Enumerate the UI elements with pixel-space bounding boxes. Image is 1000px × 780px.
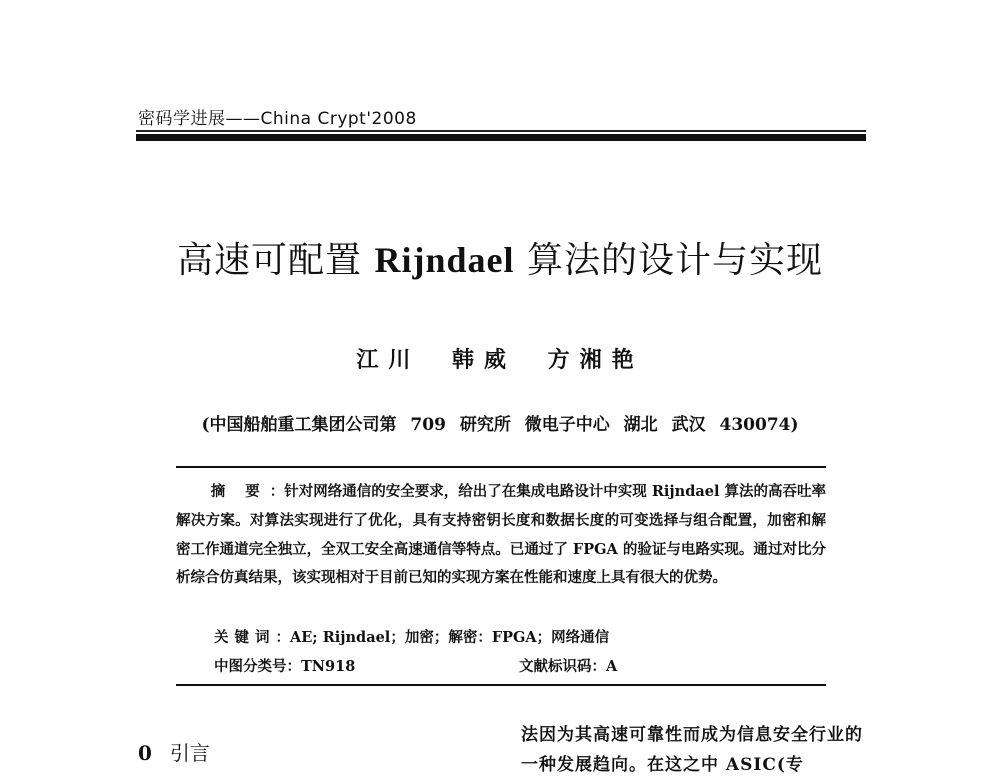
- keywords-line: [214, 626, 609, 647]
- doc-code-label: 文献标识码: [519, 658, 592, 675]
- header-rule-thin: [136, 130, 866, 132]
- authors: 江川 韩威 方湘艳: [356, 347, 644, 373]
- header-rule-thick: [136, 134, 866, 141]
- title-part1: 高速可配置: [177, 240, 375, 281]
- title-latin: Rijndael: [374, 240, 515, 280]
- abstract-text: ：针对网络通信的安全要求，给出了在集成电路设计中实现 Rijndael 算法的高吞吐率解决方案。对算法实现进行了优化，具有支持密钥长度和数据长度的可变选择与组合配置，加密和解密工作通道完全独立，全双工安全高速通信等特点。已通过了 FPGA 的验证与电路实现。通过对比分析综合仿真结果，该实现相对于目前已知的实现方案在性能和速度上具有很大的优势。: [176, 483, 827, 587]
- running-header: 密码学进展——China Crypt'2008: [138, 109, 417, 129]
- document-code: [519, 655, 617, 676]
- clc-label: 中图分类号: [214, 658, 287, 675]
- doc-code-value: ：A: [591, 658, 618, 675]
- title-part2: 算法的设计与实现: [514, 240, 823, 281]
- affiliation: (中国船舶重工集团公司第 709 研究所 微电子中心 湖北 武汉 430074): [201, 415, 799, 435]
- paper-title: [0, 232, 1000, 283]
- section-title: 引言: [169, 741, 210, 765]
- keywords-value: ：AE; Rijndael；加密；解密：FPGA；网络通信: [275, 629, 610, 646]
- abstract-bottom-rule: [176, 684, 826, 686]
- section-number: 0: [138, 741, 152, 765]
- section-heading: [138, 737, 210, 766]
- clc-value: ：TN918: [286, 658, 356, 675]
- abstract: [176, 478, 826, 593]
- right-column-text: 法因为其高速可靠性而成为信息安全行业的一种发展趋向。在这之中 ASIC(专: [521, 725, 863, 775]
- abstract-label: 摘要: [210, 483, 280, 500]
- abstract-top-rule: [176, 466, 826, 468]
- clc-number: [214, 655, 355, 676]
- keywords-label: 关键词: [214, 629, 276, 646]
